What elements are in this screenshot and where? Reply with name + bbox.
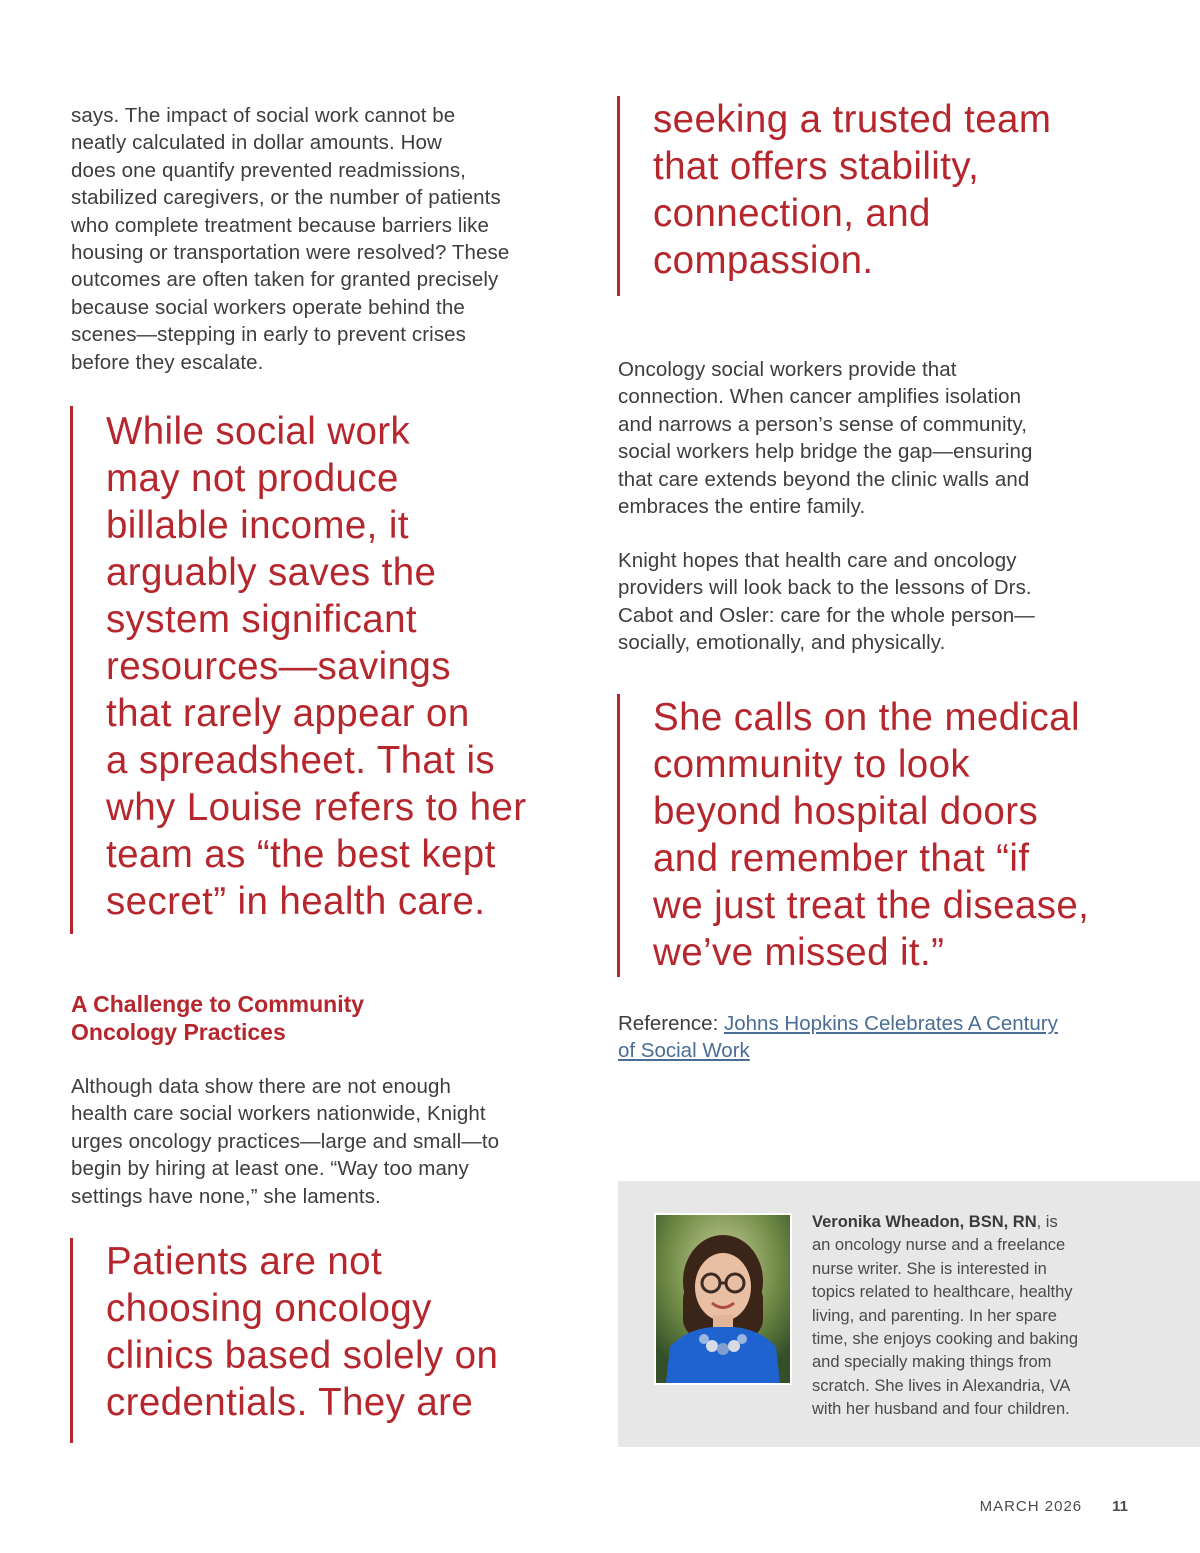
intro-paragraph: says. The impact of social work cannot be neatly calculated in dollar amounts. How does one quantify prevented readmissions, stabilized caregivers, or the number of patients who complete treatment because barriers like housing or transportation were resolved? These outcomes are often taken for granted precisely because social workers operate behind the scenes—stepping in early to prevent crises before they escalate.: [71, 104, 510, 374]
author-photo: [654, 1213, 792, 1385]
section-paragraph: Although data show there are not enough health care social workers nationwide, Knight urges oncology practices—large and small—to begin by hiring at least one. “Way too many settings have none,” she laments.: [71, 1075, 500, 1208]
pull-quote-patients: Patients are not choosing oncology clinics based solely on credentials. They are: [70, 1238, 498, 1443]
author-name: Veronika Wheadon, BSN, RN: [812, 1213, 1037, 1231]
knight-hopes-paragraph: Knight hopes that health care and oncology providers will look back to the lessons of Drs. Cabot and Osler: care for the whole person— socially, emotionally, and physically.: [618, 549, 1035, 655]
pull-quote-medical-community: She calls on the medical community to look beyond hospital doors and remember that “if we just treat the disease, we’ve missed it.”: [617, 694, 1089, 977]
pull-quote-continued: seeking a trusted team that offers stability, connection, and compassion.: [617, 96, 1051, 296]
issue-date: MARCH 2026: [979, 1498, 1083, 1515]
reference: [618, 1010, 1148, 1065]
reference-link[interactable]: Johns Hopkins Celebrates A Century of Social Work: [618, 1012, 1058, 1063]
reference-label: Reference:: [618, 1012, 724, 1035]
left-column: [71, 102, 586, 376]
page-footer: [980, 1498, 1128, 1515]
author-bio: Veronika Wheadon, BSN, RN, is an oncology nurse and a freelance nurse writer. She is interested in topics related to healthcare, healthy living, and parenting. In her spare time, she enjoys cooking and baking and specially making things from scratch. She lives in Alexandria, VA with her husband and four children.: [812, 1213, 1078, 1419]
author-portrait-icon: [656, 1215, 790, 1383]
pull-quote-savings: While social work may not produce billable income, it arguably saves the system significant resources—savings that rarely appear on a spreadsheet. That is why Louise refers to her team as “the best kept secret” in health care.: [70, 406, 526, 934]
author-bio-box: [618, 1181, 1200, 1447]
connection-paragraph: Oncology social workers provide that connection. When cancer amplifies isolation and narrows a person’s sense of community, social workers help bridge the gap—ensuring that care extends beyond the clinic walls and embraces the entire family.: [618, 358, 1033, 519]
page-number: 11: [1112, 1498, 1128, 1515]
section-heading: A Challenge to Community Oncology Practices: [71, 991, 365, 1045]
